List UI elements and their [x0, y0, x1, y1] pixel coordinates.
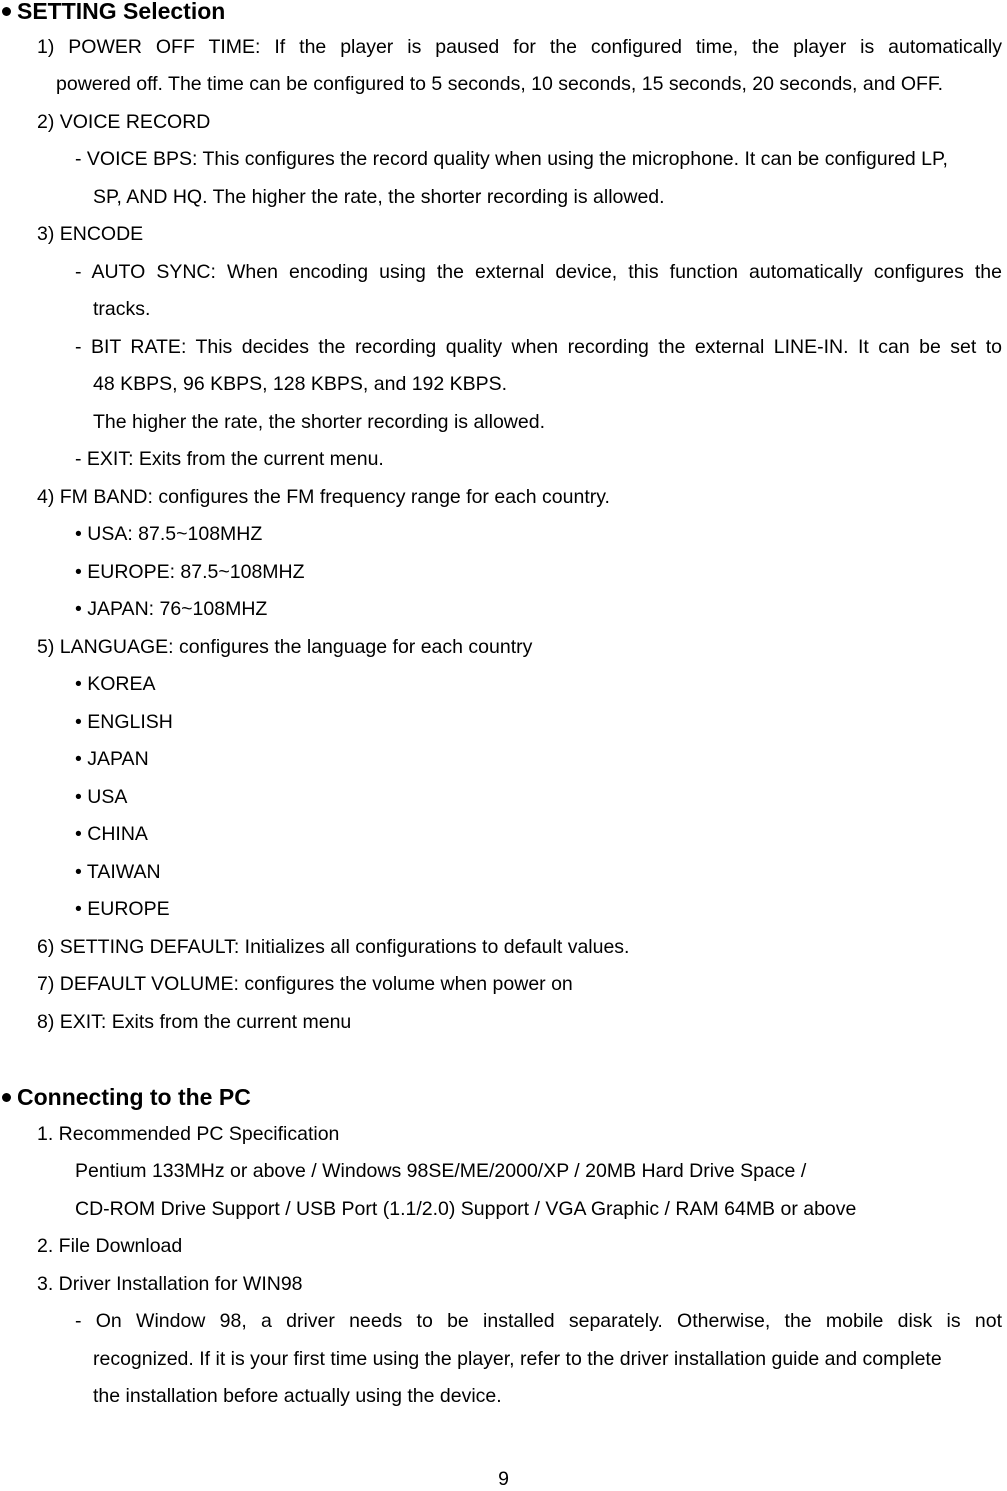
bullet-icon: [2, 7, 11, 16]
power-off-line-1: 1) POWER OFF TIME: If the player is paused for the configured time, the player is automatically: [37, 36, 1002, 58]
page-number: 9: [498, 1468, 509, 1490]
setting-default-item: 6) SETTING DEFAULT: Initializes all configurations to default values.: [37, 936, 630, 958]
default-volume-item: 7) DEFAULT VOLUME: configures the volume when power on: [37, 973, 573, 995]
driver-line-3: the installation before actually using the device.: [93, 1385, 502, 1407]
bullet-icon: [2, 1093, 11, 1102]
driver-line-1: - On Window 98, a driver needs to be installed separately. Otherwise, the mobile disk is not: [75, 1310, 1002, 1332]
language-option: • ENGLISH: [75, 711, 173, 733]
voice-bps-line-1: - VOICE BPS: This configures the record quality when using the microphone. It can be configured LP,: [75, 148, 948, 170]
driver-line-2: recognized. If it is your first time using the player, refer to the driver installation guide and complete: [93, 1348, 942, 1370]
language-option: • KOREA: [75, 673, 156, 695]
auto-sync-line-1: - AUTO SYNC: When encoding using the external device, this function automatically configures the: [75, 261, 1002, 283]
language-option: • TAIWAN: [75, 861, 161, 883]
fm-band-option: • JAPAN: 76~108MHZ: [75, 598, 268, 620]
language-option: • JAPAN: [75, 748, 149, 770]
encode-item: 3) ENCODE: [37, 223, 144, 245]
voice-record-item: 2) VOICE RECORD: [37, 111, 211, 133]
encode-exit-item: - EXIT: Exits from the current menu.: [75, 448, 384, 470]
power-off-line-2: powered off. The time can be configured to 5 seconds, 10 seconds, 15 seconds, 20 seconds, and OFF.: [56, 73, 944, 95]
fm-band-option: • EUROPE: 87.5~108MHZ: [75, 561, 305, 583]
fm-band-option: • USA: 87.5~108MHZ: [75, 523, 263, 545]
bit-rate-line-2: 48 KBPS, 96 KBPS, 128 KBPS, and 192 KBPS.: [93, 373, 508, 395]
pc-spec-line-2: CD-ROM Drive Support / USB Port (1.1/2.0) Support / VGA Graphic / RAM 64MB or above: [75, 1198, 857, 1220]
file-download-item: 2. File Download: [37, 1235, 183, 1257]
fm-band-item: 4) FM BAND: configures the FM frequency range for each country.: [37, 486, 610, 508]
driver-install-item: 3. Driver Installation for WIN98: [37, 1273, 303, 1295]
pc-spec-item: 1. Recommended PC Specification: [37, 1123, 340, 1145]
connecting-heading: [2, 1083, 251, 1111]
bit-rate-line-3: The higher the rate, the shorter recording is allowed.: [93, 411, 545, 433]
auto-sync-line-2: tracks.: [93, 298, 151, 320]
setting-heading: [2, 0, 225, 25]
connecting-heading-text: Connecting to the PC: [17, 1084, 251, 1110]
exit-item: 8) EXIT: Exits from the current menu: [37, 1011, 352, 1033]
pc-spec-line-1: Pentium 133MHz or above / Windows 98SE/ME/2000/XP / 20MB Hard Drive Space /: [75, 1160, 807, 1182]
voice-bps-line-2: SP, AND HQ. The higher the rate, the shorter recording is allowed.: [93, 186, 665, 208]
language-option: • USA: [75, 786, 128, 808]
language-option: • EUROPE: [75, 898, 170, 920]
language-option: • CHINA: [75, 823, 148, 845]
setting-heading-text: SETTING Selection: [17, 0, 226, 24]
language-item: 5) LANGUAGE: configures the language for each country: [37, 636, 533, 658]
bit-rate-line-1: - BIT RATE: This decides the recording quality when recording the external LINE-IN. It can be set to: [75, 336, 1002, 358]
